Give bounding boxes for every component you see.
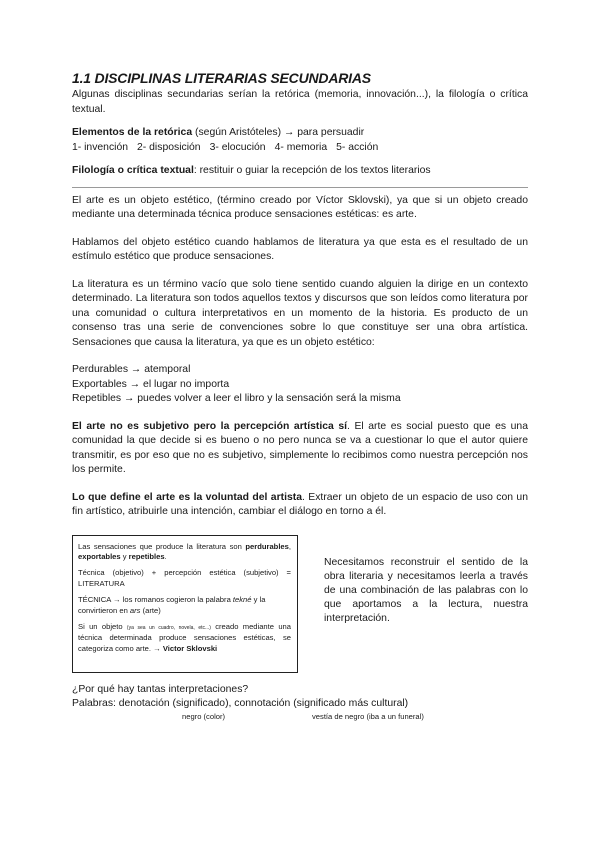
intro-paragraph: Algunas disciplinas secundarias serían la retórica (memoria, innovación...), la filología o crítica textual. (72, 89, 528, 115)
paragraph-termino-vacio: La literatura es un término vacío que solo tiene sentido cuando alguien la dirige en un contexto determinado. La literatura son todos aquellos textos y discursos que son leídos como literatura por una comunidad o cultura interpretativos en un momento de la historia. Es producto de un consenso tras una serie de convenciones sobre lo que constituye ser una obra artística. Sensaciones que causa la literatura, ya que es un objeto estético: (72, 278, 528, 348)
retorica-item: 5- acción (336, 141, 379, 153)
box-tekne: tekné (232, 595, 252, 605)
voluntad-text: . Extraer un objeto de un espacio de uso con un fin artístico, atribuirle una intención, cambiar el diálogo en torno a él. (72, 491, 528, 517)
retorica-item: 4- memoria (274, 141, 328, 153)
document-page (72, 70, 528, 724)
filologia-heading: Filología o crítica textual (72, 165, 194, 176)
box-author: Victor Sklovski (162, 643, 218, 653)
voluntad-heading: Lo que define el arte es la voluntad del artista (72, 491, 302, 503)
retorica-desc: (según Aristóteles) → para persuadir (192, 127, 365, 138)
box-formula: Técnica (objetivo) + percepción estética (subjetivo) = LITERATURA (78, 568, 291, 588)
box-repetibles: repetibles (128, 551, 165, 561)
box-objeto-aside: (ya sea un cuadro, novela, etc...) (126, 624, 211, 631)
retorica-heading: Elementos de la retórica (72, 127, 193, 138)
section-title: 1.1 DISCIPLINAS LITERARIAS SECUNDARIAS (72, 70, 371, 86)
summary-row (72, 535, 528, 683)
box-sensaciones: Las sensaciones que produce la literatura son perdurables, exportables y repetibles. (78, 541, 291, 561)
filologia-desc: : restituir o guiar la recepción de los textos literarios (193, 165, 431, 176)
section-divider (72, 187, 528, 188)
filologia-line (72, 164, 528, 179)
sensacion-item: Repetibles → puedes volver a leer el libro y la sensación será la misma (72, 393, 401, 404)
subjetivo-text: . El arte es social puesto que es una comunidad la que decide si es bueno o no pero nunca se va a cuestionar lo que el autor quiere transmitir, es por eso que no es subjetivo, simplemente lo recibimos como nuestra percepción nos los permite. (72, 420, 528, 475)
subjetivo-heading: El arte no es subjetivo pero la percepción artística sí (72, 420, 348, 432)
retorica-item: 1- invención (72, 141, 129, 153)
example-denotacion: negro (color) (182, 711, 226, 721)
paragraph-objeto-estetico: El arte es un objeto estético, (término creado por Víctor Sklovski), ya que si un objeto creado mediante una determinada técnica produce sensaciones estéticas: es arte. (72, 194, 528, 220)
box-ars: ars (129, 605, 141, 615)
sensacion-item: Perdurables → atemporal (72, 364, 191, 375)
example-connotacion: vestía de negro (iba a un funeral) (312, 711, 424, 721)
box-perdurables: perdurables (245, 541, 289, 551)
side-note (324, 556, 528, 627)
palabras-line: Palabras: denotación (significado), connotación (significado más cultural) (72, 698, 409, 709)
retorica-list (72, 141, 528, 156)
paragraph-literatura-estimulo: Hablamos del objeto estético cuando hablamos de literatura ya que esta es el resultado de un estímulo estético que produce sensaciones. (72, 236, 528, 262)
paragraph-voluntad (72, 491, 528, 520)
sensacion-item: Exportables → el lugar no importa (72, 378, 230, 390)
box-tecnica: TÉCNICA → los romanos cogieron la palabra tekné y la convirtieron en ars (arte) (78, 595, 266, 615)
examples-row (72, 712, 528, 724)
box-exportables: exportables (78, 551, 121, 561)
summary-box (72, 535, 298, 673)
side-note-text: Necesitamos reconstruir el sentido de la obra literaria y necesitamos leerla a través de una combinación de las palabras con lo que aportamos a la lectura, nuestra interpretación. (324, 556, 528, 625)
box-objeto: Si un objeto (ya sea un cuadro, novela, etc...) creado mediante una técnica determinada produce sensaciones estéticas, se categoriza como arte. → Victor Sklovski (78, 621, 291, 653)
question-line: ¿Por qué hay tantas interpretaciones? (72, 683, 249, 695)
retorica-item: 3- elocución (209, 141, 266, 153)
paragraph-subjetivo (72, 420, 528, 478)
retorica-item: 2- disposición (137, 141, 201, 153)
retorica-line (72, 126, 528, 141)
